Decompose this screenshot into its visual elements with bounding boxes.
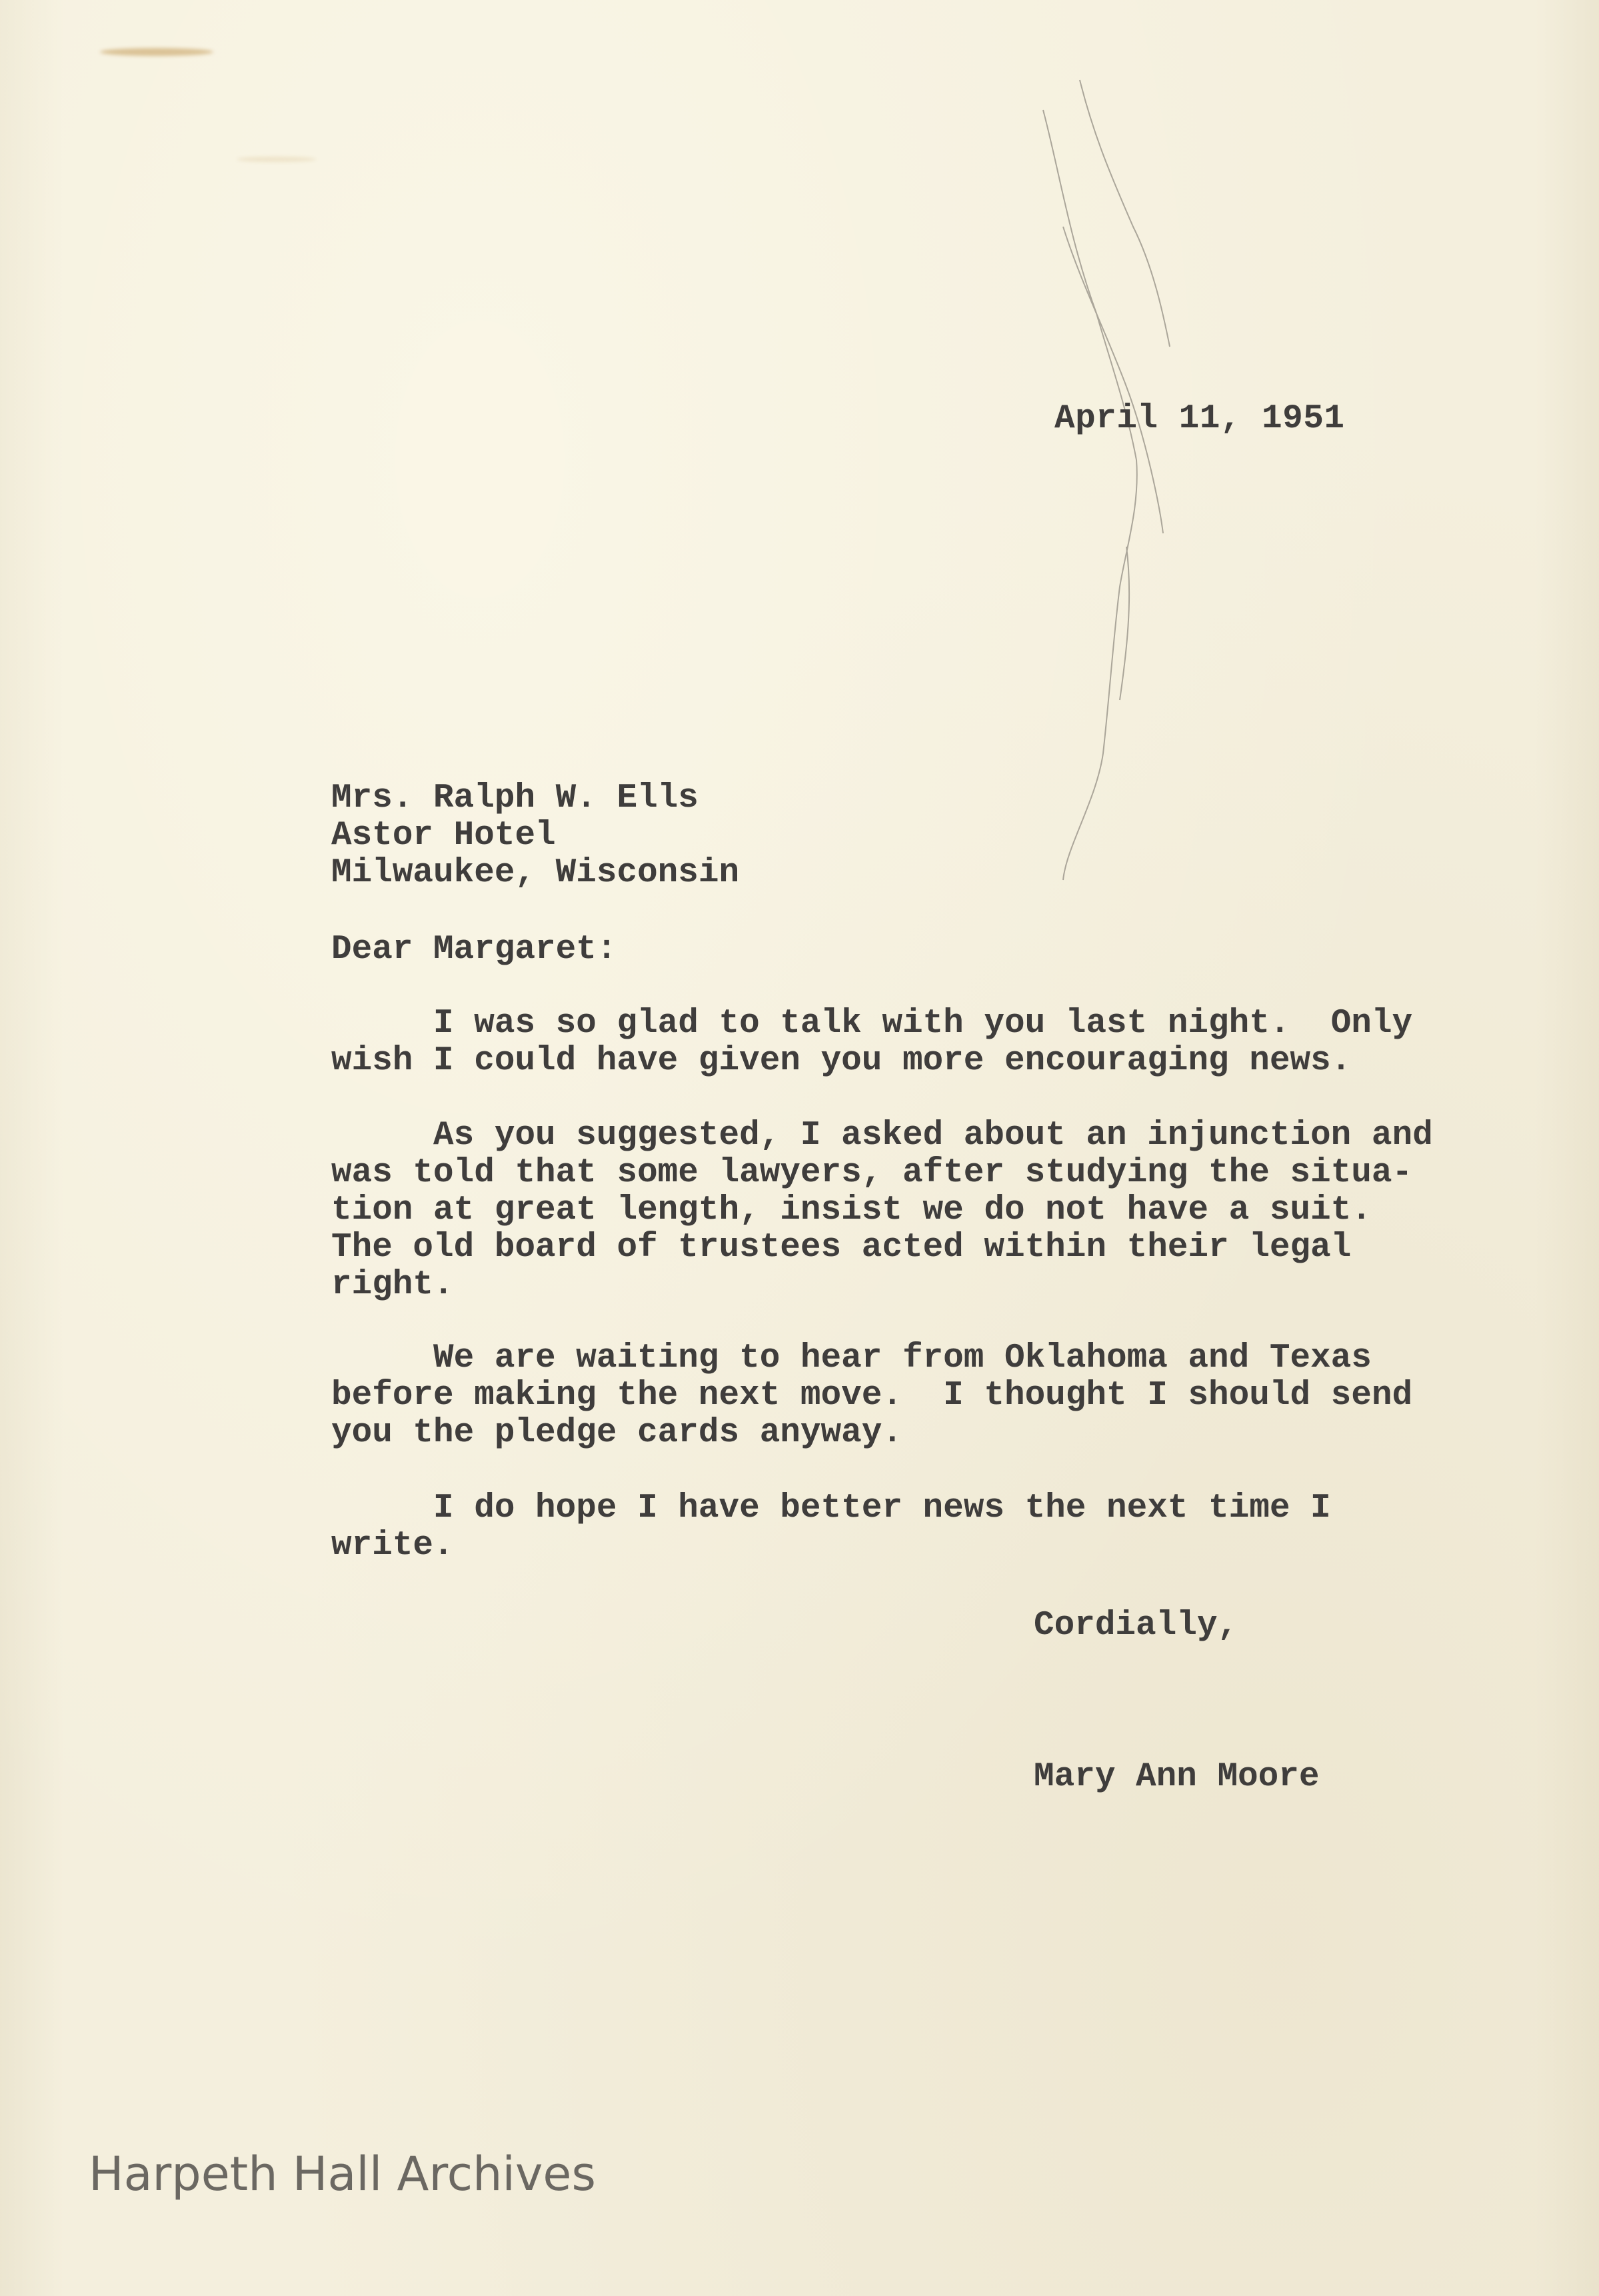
salutation: Dear Margaret: [331, 931, 617, 969]
recipient-address [331, 780, 739, 892]
paragraph-line: right. [331, 1266, 454, 1304]
paragraph-line: tion at great length, insist we do not have a suit. [331, 1191, 1372, 1229]
paragraph-line: was told that some lawyers, after studying the situa- [331, 1154, 1413, 1192]
rust-stain [100, 48, 213, 56]
address-line-hotel: Astor Hotel [331, 817, 556, 855]
paragraph-line: wish I could have given you more encouraging news. [331, 1042, 1352, 1080]
address-line-name: Mrs. Ralph W. Ells [331, 779, 699, 817]
paragraph-2 [331, 1117, 1433, 1304]
faint-stain [237, 157, 317, 162]
address-line-city: Milwaukee, Wisconsin [331, 854, 740, 892]
paragraph-4 [331, 1490, 1331, 1565]
signature-name: Mary Ann Moore [1034, 1758, 1320, 1796]
paragraph-3 [331, 1340, 1412, 1452]
paragraph-1 [331, 1005, 1412, 1080]
paragraph-line: write. [331, 1527, 454, 1565]
paragraph-line: We are waiting to hear from Oklahoma and Texas [331, 1339, 1372, 1377]
closing: Cordially, [1034, 1607, 1238, 1645]
paragraph-line: you the pledge cards anyway. [331, 1414, 902, 1452]
letter-date: April 11, 1951 [1054, 400, 1345, 438]
paragraph-line: before making the next move. I thought I should send [331, 1377, 1413, 1415]
paragraph-line: I was so glad to talk with you last night. Only [331, 1005, 1413, 1043]
paragraph-line: The old board of trustees acted within their legal [331, 1229, 1352, 1267]
archive-watermark: Harpeth Hall Archives [89, 2147, 596, 2201]
paragraph-line: As you suggested, I asked about an injunction and [331, 1117, 1433, 1155]
paragraph-line: I do hope I have better news the next time I [331, 1489, 1331, 1527]
